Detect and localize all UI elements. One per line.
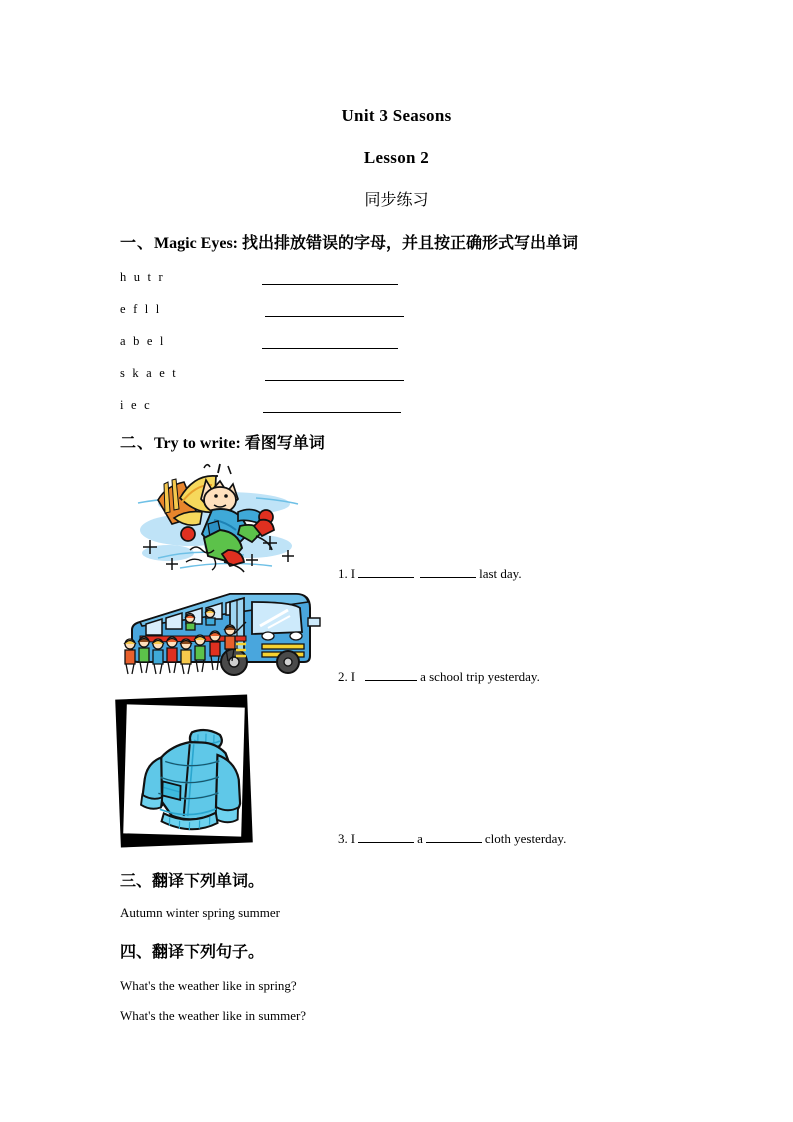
question-3-blank-a[interactable] — [358, 831, 414, 843]
question-1-number: 1. — [338, 566, 348, 581]
question-1-sentence — [338, 566, 522, 582]
scramble-answer-blank[interactable] — [265, 380, 404, 381]
section-three-words: Autumn winter spring summer — [120, 905, 280, 920]
question-2-sentence — [338, 669, 540, 685]
question-1-after: last day. — [479, 566, 522, 581]
scramble-answer-blank[interactable] — [265, 316, 404, 317]
scramble-row — [120, 302, 540, 324]
scramble-answer-blank[interactable] — [263, 412, 401, 413]
section-two-heading — [120, 430, 325, 453]
page-title-unit: Unit 3 Seasons — [341, 106, 452, 125]
figure-school-bus-with-children — [118, 586, 323, 682]
figure-child-ice-skating — [128, 458, 306, 576]
section-two-en-label: Try to write: — [154, 435, 241, 452]
section-four-heading: 四、翻译下列句子。 — [120, 944, 265, 961]
scramble-letters: e f l l — [120, 302, 162, 316]
page-subtitle-chinese: 同步练习 — [364, 192, 429, 209]
question-1-blank-a[interactable] — [358, 566, 414, 578]
question-3-blank-b[interactable] — [426, 831, 482, 843]
section-four-sentence-2: What's the weather like in summer? — [120, 1008, 307, 1023]
scramble-letters: i e c — [120, 398, 152, 412]
section-one-lead: 一、 — [120, 235, 155, 252]
scramble-row — [120, 366, 540, 388]
question-1-blank-b[interactable] — [420, 566, 476, 578]
section-three-heading: 三、翻译下列单词。 — [120, 873, 265, 890]
section-four-sentence-1: What's the weather like in spring? — [120, 978, 297, 993]
question-3-sentence — [338, 831, 566, 847]
jacket-illustration — [129, 713, 253, 848]
scramble-row — [120, 334, 540, 356]
section-one-heading — [120, 230, 578, 253]
question-3-before: I — [350, 831, 356, 846]
scramble-answer-blank[interactable] — [262, 348, 398, 349]
question-3-middle: a — [417, 831, 423, 846]
question-2-before: I — [350, 669, 356, 684]
section-two-lead: 二、 — [120, 435, 155, 452]
question-1-before: I — [350, 566, 356, 581]
scramble-letters: h u t r — [120, 270, 165, 284]
question-2-number: 2. — [338, 669, 348, 684]
scramble-letters: s k a e t — [120, 366, 178, 380]
scramble-row — [120, 398, 540, 420]
section-one-cn-prompt: 找出排放错误的字母，并且按正确形式写出单词 — [242, 235, 579, 252]
question-2-blank-a[interactable] — [365, 669, 417, 681]
scramble-letters: a b e l — [120, 334, 166, 348]
question-3-number: 3. — [338, 831, 348, 846]
page-title-lesson: Lesson 2 — [363, 148, 430, 167]
question-3-after: cloth yesterday. — [484, 831, 567, 846]
section-one-en-label: Magic Eyes: — [154, 235, 238, 252]
section-two-cn-prompt: 看图写单词 — [244, 435, 325, 452]
scramble-row — [120, 270, 540, 292]
figure-winter-jacket — [118, 697, 250, 845]
scramble-answer-blank[interactable] — [262, 284, 398, 285]
photo-card — [123, 704, 245, 836]
question-2-after: a school trip yesterday. — [420, 669, 540, 684]
